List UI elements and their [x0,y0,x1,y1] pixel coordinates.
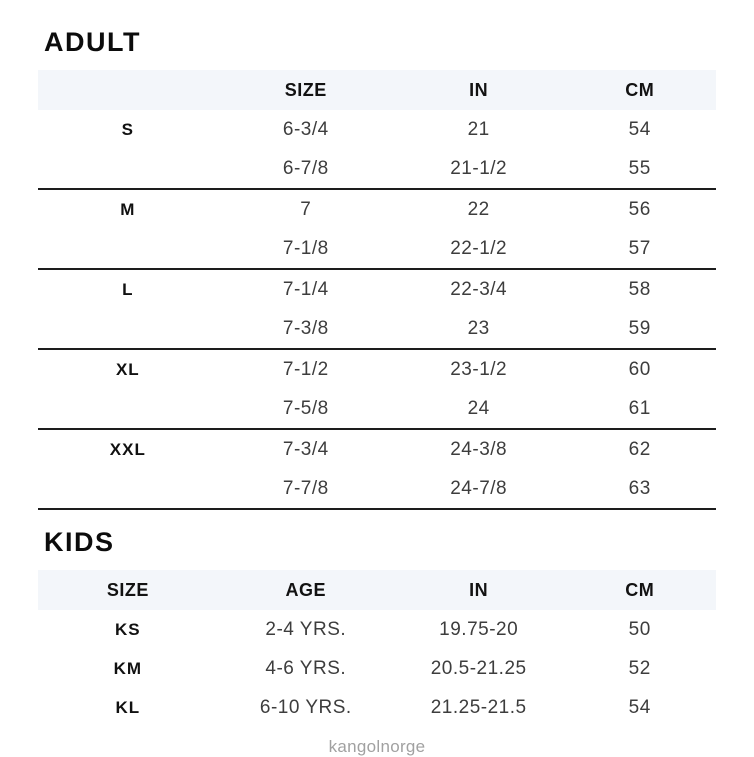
table-cell: 6-7/8 [218,149,394,189]
table-row [38,110,716,149]
table-cell: 6-3/4 [282,118,329,140]
table-cell: 23 [394,309,564,349]
table-cell: 7-3/8 [218,309,394,349]
table-cell: 7 [300,198,312,220]
table-cell: 63 [563,469,716,509]
table-cell: 62 [628,438,651,460]
size-label-m: M [120,199,136,219]
size-label-xxl: XXL [109,439,146,459]
table-cell: 57 [563,229,716,269]
table-cell: 19.75-20 [439,618,519,640]
table-cell: 59 [563,309,716,349]
table-cell: 21-1/2 [394,149,564,189]
table-row [38,229,716,269]
adult-section-title: ADULT [44,27,141,57]
adult-col-header-blank [38,70,218,110]
table-row [38,469,716,509]
kids-header-row [38,570,716,610]
table-row [38,389,716,429]
table-cell: 7-3/4 [282,438,329,460]
table-cell: 23-1/2 [450,358,508,380]
size-label-blank [38,389,218,429]
size-label-blank [38,309,218,349]
size-label-km: KM [113,658,143,678]
kids-col-header-age: AGE [218,570,394,610]
table-cell: 58 [628,278,651,300]
table-cell: 20.5-21.25 [430,657,527,679]
table-cell: 54 [628,118,651,140]
table-cell: 22-1/2 [394,229,564,269]
table-cell: 50 [628,618,651,640]
size-label-l: L [122,279,134,299]
table-cell: 6-10 YRS. [259,696,352,718]
size-label-ks: KS [115,619,141,639]
table-row [38,269,716,309]
table-cell: 24 [394,389,564,429]
kids-col-header-in: IN [394,570,564,610]
table-cell: 56 [628,198,651,220]
table-cell: 7-1/8 [218,229,394,269]
adult-col-header-in: IN [394,70,564,110]
table-cell: 21 [467,118,490,140]
adult-col-header-size: SIZE [218,70,394,110]
size-label-s: S [121,119,134,139]
table-cell: 7-1/4 [282,278,329,300]
kids-col-header-cm: CM [563,570,716,610]
table-cell: 2-4 YRS. [265,618,347,640]
adult-size-table [38,70,716,510]
table-cell: 21.25-21.5 [430,696,527,718]
kids-size-table [38,570,716,727]
kids-section-title: KIDS [44,527,115,557]
table-row [38,610,716,649]
table-cell: 55 [563,149,716,189]
adult-header-row [38,70,716,110]
table-row [38,688,716,727]
table-row [38,349,716,389]
table-cell: 7-7/8 [218,469,394,509]
table-cell: 24-3/8 [450,438,508,460]
table-row [38,309,716,349]
size-label-blank [38,229,218,269]
table-cell: 54 [628,696,651,718]
table-cell: 22 [467,198,490,220]
table-cell: 7-5/8 [218,389,394,429]
table-cell: 24-7/8 [394,469,564,509]
table-cell: 60 [628,358,651,380]
footer-brand-link[interactable]: kangolnorge [328,737,426,756]
table-cell: 52 [628,657,651,679]
table-row [38,429,716,469]
table-row [38,649,716,688]
table-cell: 4-6 YRS. [265,657,347,679]
kids-col-header-size: SIZE [38,570,218,610]
size-label-blank [38,469,218,509]
table-row [38,189,716,229]
table-cell: 61 [563,389,716,429]
size-label-xl: XL [115,359,140,379]
table-cell: 22-3/4 [450,278,508,300]
table-row [38,149,716,189]
size-label-kl: KL [115,697,141,717]
table-cell: 7-1/2 [282,358,329,380]
adult-col-header-cm: CM [563,70,716,110]
size-label-blank [38,149,218,189]
